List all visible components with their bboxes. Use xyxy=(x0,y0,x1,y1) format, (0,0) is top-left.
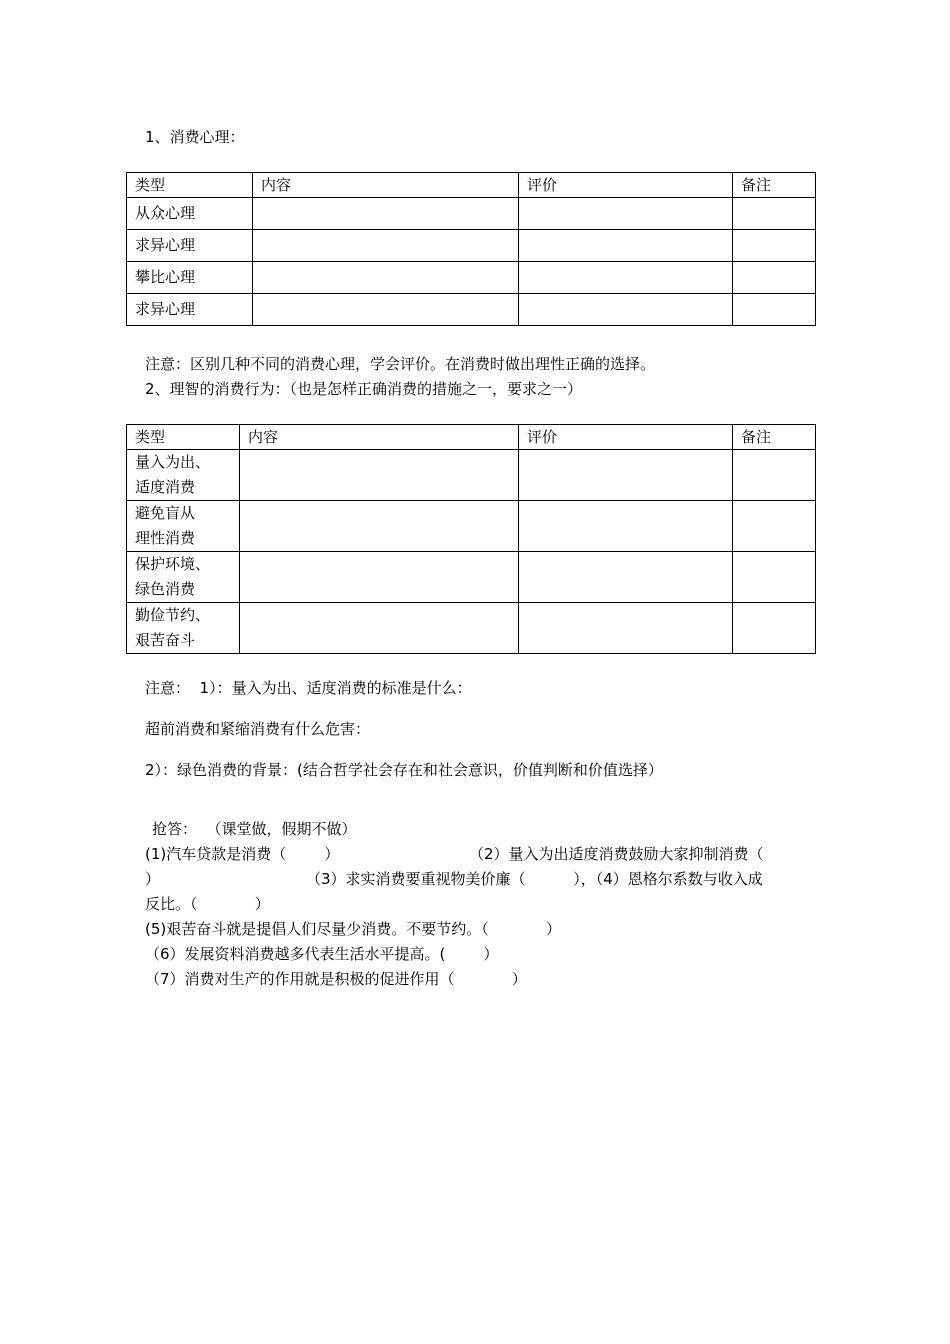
content-cell[interactable] xyxy=(240,450,519,501)
content-cell[interactable] xyxy=(253,198,519,230)
table-row xyxy=(127,230,816,262)
row-type-line: 绿色消费 xyxy=(135,580,196,598)
remarks-cell[interactable] xyxy=(733,603,816,654)
column-header-type: 类型 xyxy=(127,425,240,450)
note-consumption-harm: 超前消费和紧缩消费有什么危害： xyxy=(145,720,371,738)
quiz-item-3-4: （3）求实消费要重视物美价廉（ ），（4）恩格尔系数与收入成 xyxy=(306,870,763,888)
quiz-heading: 抢答： （课堂做，假期不做） xyxy=(152,820,357,838)
row-type-cell: 从众心理 xyxy=(127,198,253,230)
column-header-evaluation: 评价 xyxy=(519,173,733,198)
quiz-item-5: (5)艰苦奋斗就是提倡人们尽量少消费。不要节约。（ ） xyxy=(145,920,561,938)
evaluation-cell[interactable] xyxy=(519,230,733,262)
column-header-content: 内容 xyxy=(253,173,519,198)
evaluation-cell[interactable] xyxy=(519,262,733,294)
remarks-cell[interactable] xyxy=(733,294,816,326)
content-cell[interactable] xyxy=(253,294,519,326)
rational-consumption-table xyxy=(126,424,816,654)
row-type-cell: 求异心理 xyxy=(127,294,253,326)
remarks-cell[interactable] xyxy=(733,230,816,262)
remarks-cell[interactable] xyxy=(733,450,816,501)
content-cell[interactable] xyxy=(253,262,519,294)
column-header-remarks: 备注 xyxy=(733,173,816,198)
content-cell[interactable] xyxy=(240,603,519,654)
table-row xyxy=(127,294,816,326)
table-row xyxy=(127,603,816,654)
evaluation-cell[interactable] xyxy=(519,603,733,654)
quiz-item-1: (1)汽车贷款是消费（ ） xyxy=(145,845,340,863)
table-row xyxy=(127,450,816,501)
row-type-cell xyxy=(127,552,240,603)
note-moderate-consumption: 注意： 1）：量入为出、适度消费的标准是什么： xyxy=(145,679,472,697)
row-type-cell xyxy=(127,450,240,501)
column-header-type: 类型 xyxy=(127,173,253,198)
row-type-cell xyxy=(127,501,240,552)
row-type-cell: 攀比心理 xyxy=(127,262,253,294)
column-header-remarks: 备注 xyxy=(733,425,816,450)
row-type-line: 保护环境、 xyxy=(135,555,211,573)
content-cell[interactable] xyxy=(240,501,519,552)
quiz-item-2: （2）量入为出适度消费鼓励大家抑制消费（ xyxy=(469,845,764,863)
section1-note: 注意：区别几种不同的消费心理，学会评价。在消费时做出理性正确的选择。 xyxy=(145,355,656,373)
content-cell[interactable] xyxy=(253,230,519,262)
quiz-item-6: （6）发展资料消费越多代表生活水平提高。( ） xyxy=(145,945,499,963)
row-type-line: 适度消费 xyxy=(135,478,196,496)
row-type-line: 艰苦奋斗 xyxy=(135,631,196,649)
row-type-cell: 求异心理 xyxy=(127,230,253,262)
column-header-content: 内容 xyxy=(240,425,519,450)
evaluation-cell[interactable] xyxy=(519,501,733,552)
table-row xyxy=(127,198,816,230)
evaluation-cell[interactable] xyxy=(519,450,733,501)
quiz-item-2-close: ） xyxy=(145,870,161,888)
remarks-cell[interactable] xyxy=(733,198,816,230)
table-header-row xyxy=(127,173,816,198)
table-header-row xyxy=(127,425,816,450)
row-type-cell xyxy=(127,603,240,654)
evaluation-cell[interactable] xyxy=(519,198,733,230)
evaluation-cell[interactable] xyxy=(519,294,733,326)
content-cell[interactable] xyxy=(240,552,519,603)
column-header-evaluation: 评价 xyxy=(519,425,733,450)
row-type-line: 勤俭节约、 xyxy=(135,606,211,624)
row-type-line: 理性消费 xyxy=(135,529,196,547)
remarks-cell[interactable] xyxy=(733,552,816,603)
row-type-line: 避免盲从 xyxy=(135,504,196,522)
note-green-consumption: 2）：绿色消费的背景：(结合哲学社会存在和社会意识，价值判断和价值选择） xyxy=(145,761,663,779)
table-row xyxy=(127,552,816,603)
quiz-item-4-end: 反比。（ ） xyxy=(145,895,270,913)
table-row xyxy=(127,262,816,294)
quiz-item-7: （7）消费对生产的作用就是积极的促进作用（ ） xyxy=(145,970,527,988)
section1-heading: 1、消费心理： xyxy=(145,128,245,146)
remarks-cell[interactable] xyxy=(733,501,816,552)
consumer-psychology-table xyxy=(126,172,816,326)
section2-heading: 2、理智的消费行为：（也是怎样正确消费的措施之一，要求之一） xyxy=(145,380,583,398)
evaluation-cell[interactable] xyxy=(519,552,733,603)
table-row xyxy=(127,501,816,552)
row-type-line: 量入为出、 xyxy=(135,453,211,471)
remarks-cell[interactable] xyxy=(733,262,816,294)
